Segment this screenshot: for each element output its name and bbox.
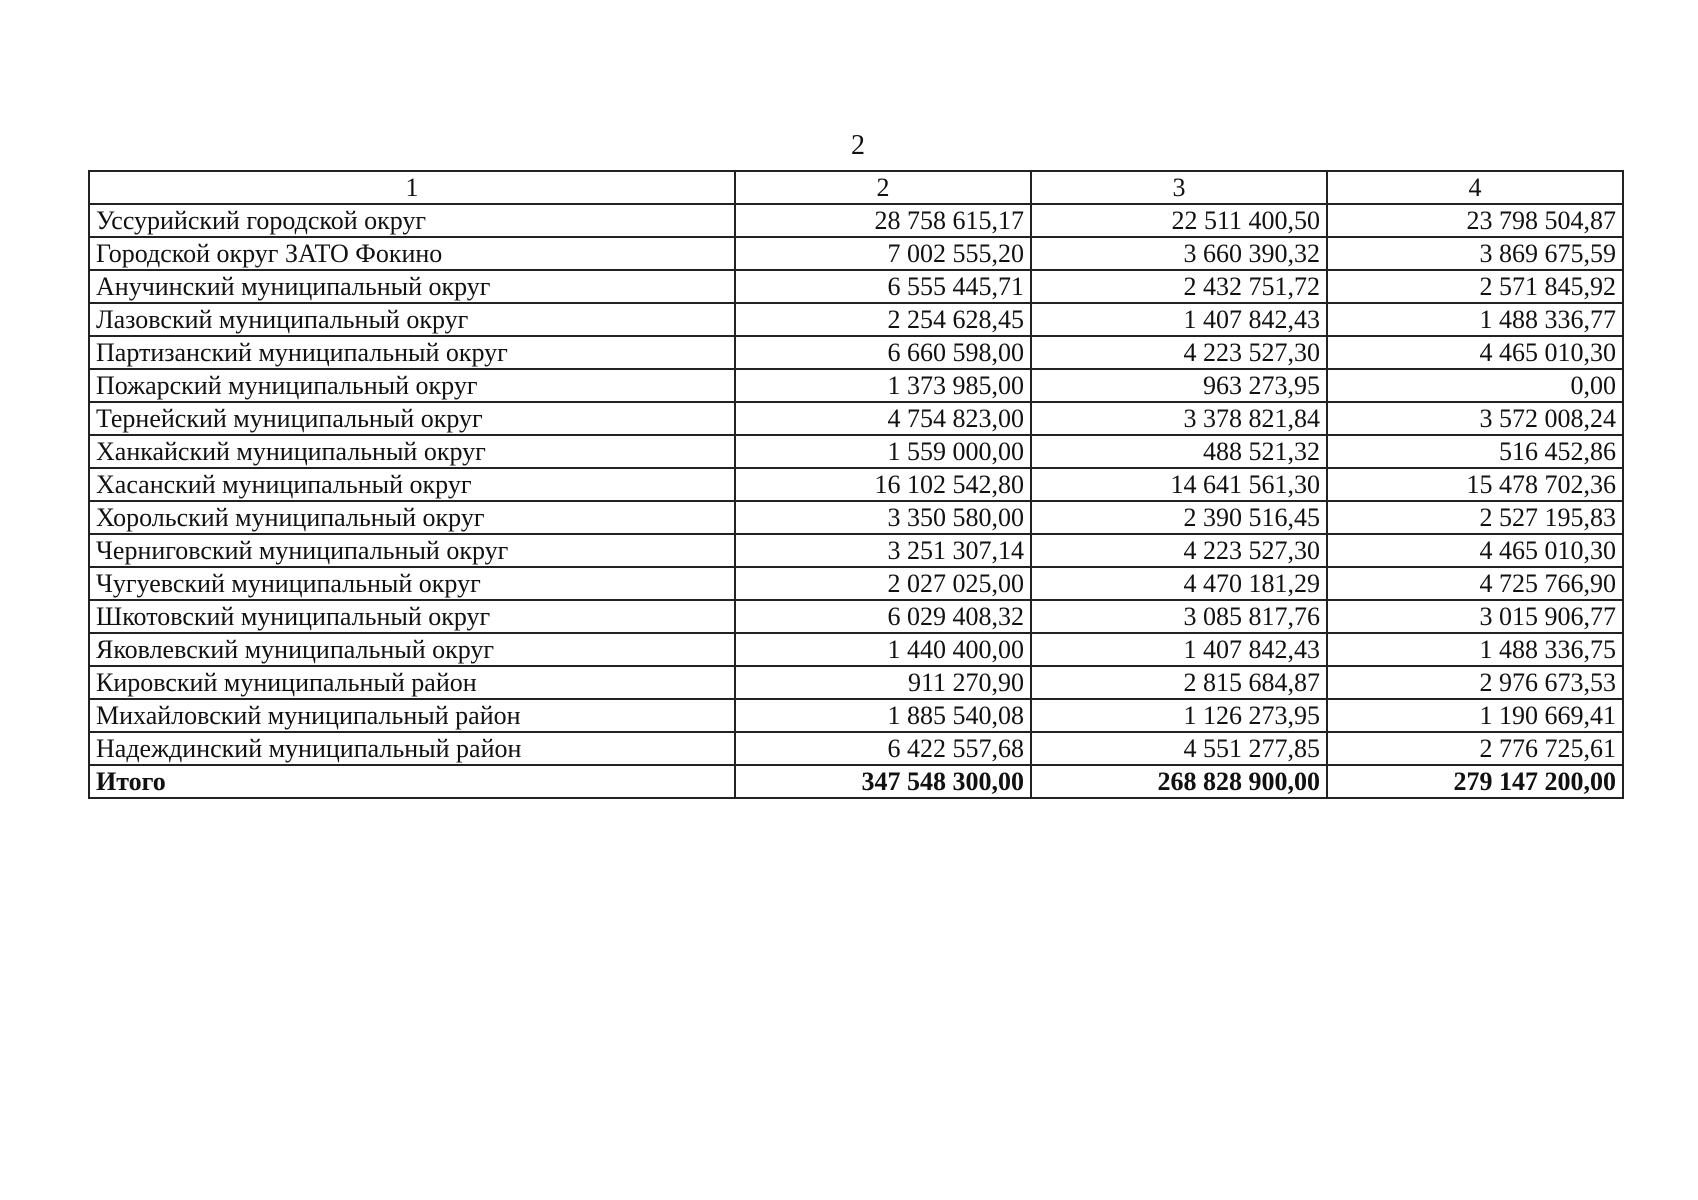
value-cell-col3: 3 085 817,76 bbox=[1031, 600, 1327, 633]
value-cell-col2: 1 440 400,00 bbox=[735, 633, 1031, 666]
value-cell-col3: 3 660 390,32 bbox=[1031, 237, 1327, 270]
total-label-cell: Итого bbox=[89, 765, 735, 798]
municipality-name-cell: Городской округ ЗАТО Фокино bbox=[89, 237, 735, 270]
value-cell-col4: 3 869 675,59 bbox=[1327, 237, 1623, 270]
value-cell-col3: 4 470 181,29 bbox=[1031, 567, 1327, 600]
value-cell-col3: 1 407 842,43 bbox=[1031, 633, 1327, 666]
value-cell-col2: 6 422 557,68 bbox=[735, 732, 1031, 765]
budget-table bbox=[88, 170, 1624, 799]
municipality-name-cell: Черниговский муниципальный округ bbox=[89, 534, 735, 567]
value-cell-col3: 4 551 277,85 bbox=[1031, 732, 1327, 765]
total-value-cell-col4: 279 147 200,00 bbox=[1327, 765, 1623, 798]
column-header: 3 bbox=[1031, 171, 1327, 204]
value-cell-col2: 7 002 555,20 bbox=[735, 237, 1031, 270]
municipality-name-cell: Тернейский муниципальный округ bbox=[89, 402, 735, 435]
value-cell-col2: 3 251 307,14 bbox=[735, 534, 1031, 567]
table-body bbox=[89, 204, 1623, 798]
value-cell-col2: 3 350 580,00 bbox=[735, 501, 1031, 534]
table-row bbox=[89, 270, 1623, 303]
municipality-name-cell: Кировский муниципальный район bbox=[89, 666, 735, 699]
value-cell-col4: 516 452,86 bbox=[1327, 435, 1623, 468]
municipality-name-cell: Лазовский муниципальный округ bbox=[89, 303, 735, 336]
value-cell-col3: 2 390 516,45 bbox=[1031, 501, 1327, 534]
value-cell-col4: 4 465 010,30 bbox=[1327, 336, 1623, 369]
page-number: 2 bbox=[851, 130, 865, 161]
municipality-name-cell: Чугуевский муниципальный округ bbox=[89, 567, 735, 600]
value-cell-col3: 2 432 751,72 bbox=[1031, 270, 1327, 303]
table-row bbox=[89, 699, 1623, 732]
table-row bbox=[89, 666, 1623, 699]
value-cell-col3: 2 815 684,87 bbox=[1031, 666, 1327, 699]
value-cell-col4: 15 478 702,36 bbox=[1327, 468, 1623, 501]
value-cell-col3: 3 378 821,84 bbox=[1031, 402, 1327, 435]
value-cell-col2: 6 555 445,71 bbox=[735, 270, 1031, 303]
table-row bbox=[89, 369, 1623, 402]
value-cell-col2: 911 270,90 bbox=[735, 666, 1031, 699]
value-cell-col2: 1 373 985,00 bbox=[735, 369, 1031, 402]
value-cell-col4: 2 571 845,92 bbox=[1327, 270, 1623, 303]
municipality-name-cell: Анучинский муниципальный округ bbox=[89, 270, 735, 303]
value-cell-col4: 4 725 766,90 bbox=[1327, 567, 1623, 600]
value-cell-col4: 2 776 725,61 bbox=[1327, 732, 1623, 765]
table-row bbox=[89, 567, 1623, 600]
total-value-cell-col2: 347 548 300,00 bbox=[735, 765, 1031, 798]
value-cell-col4: 4 465 010,30 bbox=[1327, 534, 1623, 567]
column-number-row bbox=[89, 171, 1623, 204]
municipality-name-cell: Ханкайский муниципальный округ bbox=[89, 435, 735, 468]
municipality-name-cell: Надеждинский муниципальный район bbox=[89, 732, 735, 765]
value-cell-col2: 16 102 542,80 bbox=[735, 468, 1031, 501]
table-row bbox=[89, 303, 1623, 336]
value-cell-col4: 1 488 336,75 bbox=[1327, 633, 1623, 666]
value-cell-col3: 4 223 527,30 bbox=[1031, 534, 1327, 567]
value-cell-col4: 1 190 669,41 bbox=[1327, 699, 1623, 732]
table-row bbox=[89, 402, 1623, 435]
value-cell-col4: 2 527 195,83 bbox=[1327, 501, 1623, 534]
value-cell-col2: 2 027 025,00 bbox=[735, 567, 1031, 600]
value-cell-col4: 23 798 504,87 bbox=[1327, 204, 1623, 237]
municipality-name-cell: Шкотовский муниципальный округ bbox=[89, 600, 735, 633]
table-row bbox=[89, 336, 1623, 369]
value-cell-col3: 488 521,32 bbox=[1031, 435, 1327, 468]
table-row bbox=[89, 600, 1623, 633]
value-cell-col4: 1 488 336,77 bbox=[1327, 303, 1623, 336]
table-row bbox=[89, 435, 1623, 468]
value-cell-col3: 1 126 273,95 bbox=[1031, 699, 1327, 732]
value-cell-col2: 4 754 823,00 bbox=[735, 402, 1031, 435]
value-cell-col3: 4 223 527,30 bbox=[1031, 336, 1327, 369]
value-cell-col4: 3 015 906,77 bbox=[1327, 600, 1623, 633]
value-cell-col3: 963 273,95 bbox=[1031, 369, 1327, 402]
column-header: 4 bbox=[1327, 171, 1623, 204]
table-row bbox=[89, 633, 1623, 666]
total-row bbox=[89, 765, 1623, 798]
municipality-name-cell: Михайловский муниципальный район bbox=[89, 699, 735, 732]
table-row bbox=[89, 237, 1623, 270]
value-cell-col4: 0,00 bbox=[1327, 369, 1623, 402]
value-cell-col2: 6 029 408,32 bbox=[735, 600, 1031, 633]
value-cell-col4: 3 572 008,24 bbox=[1327, 402, 1623, 435]
value-cell-col2: 1 559 000,00 bbox=[735, 435, 1031, 468]
table-row bbox=[89, 468, 1623, 501]
value-cell-col3: 1 407 842,43 bbox=[1031, 303, 1327, 336]
table-row bbox=[89, 501, 1623, 534]
value-cell-col4: 2 976 673,53 bbox=[1327, 666, 1623, 699]
value-cell-col3: 22 511 400,50 bbox=[1031, 204, 1327, 237]
municipality-name-cell: Пожарский муниципальный округ bbox=[89, 369, 735, 402]
municipality-name-cell: Хасанский муниципальный округ bbox=[89, 468, 735, 501]
total-value-cell-col3: 268 828 900,00 bbox=[1031, 765, 1327, 798]
municipality-name-cell: Яковлевский муниципальный округ bbox=[89, 633, 735, 666]
municipality-name-cell: Партизанский муниципальный округ bbox=[89, 336, 735, 369]
value-cell-col2: 2 254 628,45 bbox=[735, 303, 1031, 336]
municipality-name-cell: Хорольский муниципальный округ bbox=[89, 501, 735, 534]
table-row bbox=[89, 204, 1623, 237]
column-header: 1 bbox=[89, 171, 735, 204]
table-row bbox=[89, 534, 1623, 567]
municipality-name-cell: Уссурийский городской округ bbox=[89, 204, 735, 237]
value-cell-col3: 14 641 561,30 bbox=[1031, 468, 1327, 501]
table-row bbox=[89, 732, 1623, 765]
column-header: 2 bbox=[735, 171, 1031, 204]
value-cell-col2: 6 660 598,00 bbox=[735, 336, 1031, 369]
value-cell-col2: 1 885 540,08 bbox=[735, 699, 1031, 732]
value-cell-col2: 28 758 615,17 bbox=[735, 204, 1031, 237]
